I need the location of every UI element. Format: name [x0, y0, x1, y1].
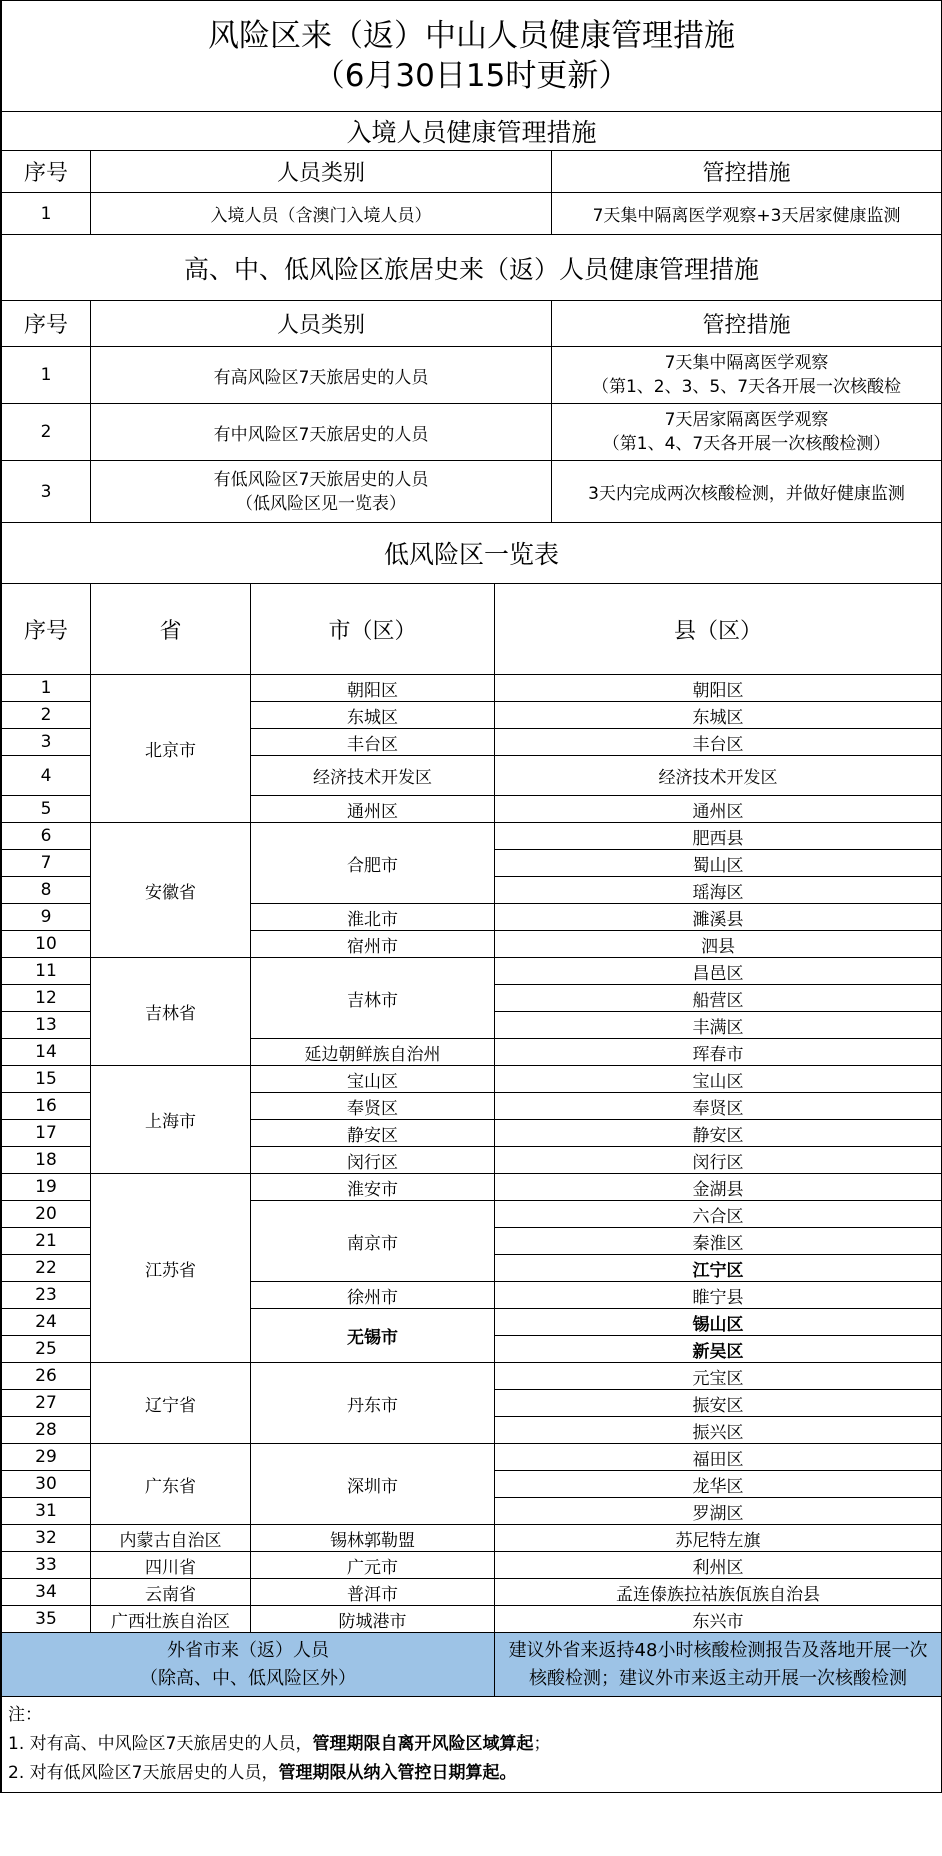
note-2-text: 2. 对有低风险区7天旅居史的人员，: [8, 1763, 279, 1783]
row-no: 9: [2, 904, 91, 931]
row-no: 31: [2, 1498, 91, 1525]
city-cell: 丹东市: [251, 1363, 495, 1444]
measure-line-1: 7天集中隔离医学观察: [664, 353, 829, 373]
header-category: 人员类别: [91, 301, 552, 347]
row-measure: 7天集中隔离医学观察+3天居家健康监测: [552, 193, 942, 235]
county-cell: 振兴区: [495, 1417, 942, 1444]
section1-title-row: [2, 112, 942, 151]
row-no: 34: [2, 1579, 91, 1606]
title-line-1: 风险区来（返）中山人员健康管理措施: [208, 18, 736, 54]
province-cell: 辽宁省: [91, 1363, 251, 1444]
notes: [2, 1697, 942, 1793]
county-cell: 东城区: [495, 702, 942, 729]
county-cell: 利州区: [495, 1552, 942, 1579]
row-no: 12: [2, 985, 91, 1012]
note-2: [8, 1759, 935, 1788]
row-no: 15: [2, 1066, 91, 1093]
city-cell: 徐州市: [251, 1282, 495, 1309]
section2-title: 高、中、低风险区旅居史来（返）人员健康管理措施: [2, 235, 942, 301]
header-county: 县（区）: [495, 584, 942, 675]
table-row: [2, 1363, 942, 1390]
city-cell: 吉林市: [251, 958, 495, 1039]
county-cell: 珲春市: [495, 1039, 942, 1066]
row-no: 20: [2, 1201, 91, 1228]
header-no: 序号: [2, 151, 91, 193]
county-cell: 元宝区: [495, 1363, 942, 1390]
outside-category-line-2: （除高、中、低风险区外）: [140, 1667, 356, 1689]
note-2-emphasis: 管理期限从纳入管控日期算起。: [278, 1763, 517, 1783]
row-no: 18: [2, 1147, 91, 1174]
header-province: 省: [91, 584, 251, 675]
county-cell: 新吴区: [495, 1336, 942, 1363]
province-cell: 江苏省: [91, 1174, 251, 1363]
header-no: 序号: [2, 301, 91, 347]
outside-category: [2, 1633, 495, 1697]
section1-title: 入境人员健康管理措施: [2, 112, 942, 151]
city-cell: 通州区: [251, 796, 495, 823]
row-no: 2: [2, 702, 91, 729]
row-measure: 3天内完成两次核酸检测，并做好健康监测: [552, 461, 942, 523]
row-no: 3: [2, 461, 91, 523]
table-row: [2, 1552, 942, 1579]
row-no: 28: [2, 1417, 91, 1444]
note-1-emphasis: 管理期限自离开风险区域算起: [312, 1734, 534, 1754]
row-category: 有中风险区7天旅居史的人员: [91, 404, 552, 461]
row-category: 有高风险区7天旅居史的人员: [91, 347, 552, 404]
county-cell: 振安区: [495, 1390, 942, 1417]
county-cell: 六合区: [495, 1201, 942, 1228]
title-row: [2, 1, 942, 112]
city-cell: 宝山区: [251, 1066, 495, 1093]
table-row: [2, 823, 942, 850]
province-cell: 安徽省: [91, 823, 251, 958]
city-cell: 广元市: [251, 1552, 495, 1579]
section2-header-row: [2, 301, 942, 347]
row-no: 1: [2, 347, 91, 404]
county-cell: 经济技术开发区: [495, 756, 942, 796]
county-cell: 朝阳区: [495, 675, 942, 702]
city-cell: 奉贤区: [251, 1093, 495, 1120]
county-cell: 丰台区: [495, 729, 942, 756]
city-cell: 南京市: [251, 1201, 495, 1282]
city-cell: 深圳市: [251, 1444, 495, 1525]
county-cell: 昌邑区: [495, 958, 942, 985]
county-cell: 闵行区: [495, 1147, 942, 1174]
row-no: 11: [2, 958, 91, 985]
county-cell: 通州区: [495, 796, 942, 823]
city-cell: 静安区: [251, 1120, 495, 1147]
county-cell: 肥西县: [495, 823, 942, 850]
city-cell: 防城港市: [251, 1606, 495, 1633]
row-no: 35: [2, 1606, 91, 1633]
section3-header-row: [2, 584, 942, 675]
table-row: [2, 1579, 942, 1606]
row-no: 29: [2, 1444, 91, 1471]
row-no: 14: [2, 1039, 91, 1066]
county-cell: 东兴市: [495, 1606, 942, 1633]
county-cell: 瑶海区: [495, 877, 942, 904]
city-cell: 合肥市: [251, 823, 495, 904]
table-row: [2, 958, 942, 985]
county-cell: 龙华区: [495, 1471, 942, 1498]
table-row: [2, 675, 942, 702]
row-no: 32: [2, 1525, 91, 1552]
row-no: 33: [2, 1552, 91, 1579]
section3-title: 低风险区一览表: [2, 523, 942, 584]
county-cell: 金湖县: [495, 1174, 942, 1201]
city-cell: 延边朝鲜族自治州: [251, 1039, 495, 1066]
row-no: 3: [2, 729, 91, 756]
row-no: 21: [2, 1228, 91, 1255]
page-title: [2, 1, 942, 112]
row-no: 24: [2, 1309, 91, 1336]
outside-measure-line-1: 建议外省来返持48小时核酸检测报告及落地开展一次: [508, 1639, 928, 1661]
province-cell: 云南省: [91, 1579, 251, 1606]
row-no: 30: [2, 1471, 91, 1498]
title-line-2: （6月30日15时更新）: [313, 58, 630, 94]
city-cell: 无锡市: [251, 1309, 495, 1363]
county-cell: 睢宁县: [495, 1282, 942, 1309]
row-no: 19: [2, 1174, 91, 1201]
section2-row-1: [2, 347, 942, 404]
city-cell: 普洱市: [251, 1579, 495, 1606]
note-1: [8, 1730, 935, 1759]
row-no: 23: [2, 1282, 91, 1309]
row-category: 入境人员（含澳门入境人员）: [91, 193, 552, 235]
province-cell: 广西壮族自治区: [91, 1606, 251, 1633]
city-cell: 淮安市: [251, 1174, 495, 1201]
county-cell: 苏尼特左旗: [495, 1525, 942, 1552]
section3-title-row: [2, 523, 942, 584]
row-no: 1: [2, 675, 91, 702]
notes-row: [2, 1697, 942, 1793]
header-measure: 管控措施: [552, 151, 942, 193]
county-cell: 孟连傣族拉祜族佤族自治县: [495, 1579, 942, 1606]
row-no: 6: [2, 823, 91, 850]
county-cell: 秦淮区: [495, 1228, 942, 1255]
county-cell: 蜀山区: [495, 850, 942, 877]
province-cell: 四川省: [91, 1552, 251, 1579]
outside-measure: [495, 1633, 942, 1697]
row-no: 27: [2, 1390, 91, 1417]
header-no: 序号: [2, 584, 91, 675]
city-cell: 经济技术开发区: [251, 756, 495, 796]
header-measure: 管控措施: [552, 301, 942, 347]
measure-line-2: （第1、2、3、5、7天各开展一次核酸检: [591, 377, 902, 397]
outside-measure-line-2: 核酸检测；建议外市来返主动开展一次核酸检测: [529, 1667, 908, 1689]
row-no: 22: [2, 1255, 91, 1282]
county-cell: 奉贤区: [495, 1093, 942, 1120]
row-measure: [552, 404, 942, 461]
table-row: [2, 1174, 942, 1201]
row-measure: [552, 347, 942, 404]
city-cell: 淮北市: [251, 904, 495, 931]
section1-row: [2, 193, 942, 235]
county-cell: 福田区: [495, 1444, 942, 1471]
notes-label: 注：: [8, 1705, 42, 1725]
city-cell: 闵行区: [251, 1147, 495, 1174]
section2-row-3: [2, 461, 942, 523]
row-no: 8: [2, 877, 91, 904]
row-category: [91, 461, 552, 523]
section1-header-row: [2, 151, 942, 193]
city-cell: 锡林郭勒盟: [251, 1525, 495, 1552]
county-cell: 宝山区: [495, 1066, 942, 1093]
category-line-1: 有低风险区7天旅居史的人员: [213, 469, 429, 490]
row-no: 4: [2, 756, 91, 796]
province-cell: 广东省: [91, 1444, 251, 1525]
county-cell: 江宁区: [495, 1255, 942, 1282]
row-no: 13: [2, 1012, 91, 1039]
row-no: 2: [2, 404, 91, 461]
outside-category-line-1: 外省市来（返）人员: [167, 1639, 329, 1661]
county-cell: 濉溪县: [495, 904, 942, 931]
section2-title-row: [2, 235, 942, 301]
row-no: 17: [2, 1120, 91, 1147]
city-cell: 丰台区: [251, 729, 495, 756]
row-no: 7: [2, 850, 91, 877]
province-cell: 上海市: [91, 1066, 251, 1174]
header-city: 市（区）: [251, 584, 495, 675]
row-no: 5: [2, 796, 91, 823]
table-row: [2, 1444, 942, 1471]
city-cell: 朝阳区: [251, 675, 495, 702]
row-no: 10: [2, 931, 91, 958]
city-cell: 宿州市: [251, 931, 495, 958]
table-row: [2, 1606, 942, 1633]
header-category: 人员类别: [91, 151, 552, 193]
city-cell: 东城区: [251, 702, 495, 729]
measure-line-1: 7天居家隔离医学观察: [664, 410, 829, 430]
note-1-end: ；: [533, 1734, 551, 1754]
row-no: 16: [2, 1093, 91, 1120]
county-cell: 罗湖区: [495, 1498, 942, 1525]
province-cell: 吉林省: [91, 958, 251, 1066]
county-cell: 丰满区: [495, 1012, 942, 1039]
province-cell: 北京市: [91, 675, 251, 823]
category-line-2: （低风险区见一览表）: [236, 493, 406, 514]
outside-row: [2, 1633, 942, 1697]
measures-table: [1, 1, 942, 1792]
row-no: 25: [2, 1336, 91, 1363]
note-1-text: 1. 对有高、中风险区7天旅居史的人员，: [8, 1734, 313, 1754]
county-cell: 静安区: [495, 1120, 942, 1147]
county-cell: 泗县: [495, 931, 942, 958]
measure-line-2: （第1、4、7天各开展一次核酸检测）: [602, 434, 891, 454]
table-row: [2, 1066, 942, 1093]
section2-row-2: [2, 404, 942, 461]
province-cell: 内蒙古自治区: [91, 1525, 251, 1552]
row-no: 26: [2, 1363, 91, 1390]
county-cell: 锡山区: [495, 1309, 942, 1336]
county-cell: 船营区: [495, 985, 942, 1012]
table-row: [2, 1525, 942, 1552]
row-no: 1: [2, 193, 91, 235]
